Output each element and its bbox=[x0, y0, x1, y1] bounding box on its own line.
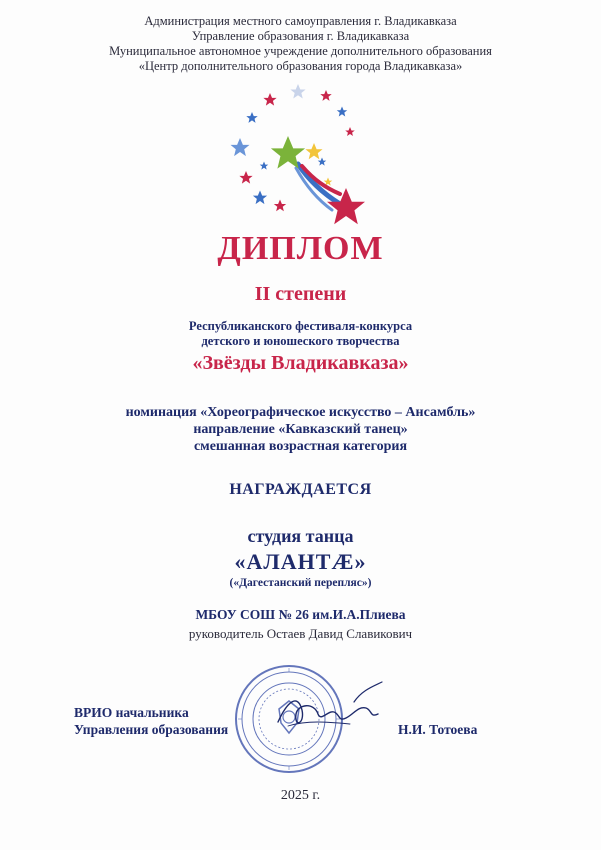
diploma-title: ДИПЛОМ bbox=[217, 230, 384, 267]
signatory-position bbox=[74, 704, 228, 738]
studio-label: студия танца bbox=[247, 526, 354, 546]
festival-line-2: детского и юношеского творчества bbox=[201, 334, 400, 348]
issue-year: 2025 г. bbox=[280, 788, 321, 803]
festival-name: «Звёзды Владикавказа» bbox=[192, 352, 409, 374]
school-name: МБОУ СОШ № 26 им.И.А.Плиева bbox=[195, 607, 406, 622]
header-line-4: «Центр дополнительного образования города Владикавказа» bbox=[138, 59, 463, 73]
nomination-line-2: направление «Кавказский танец» bbox=[193, 422, 408, 437]
header-line-2: Управление образования г. Владикавказа bbox=[191, 29, 410, 43]
diploma-degree: II степени bbox=[254, 283, 347, 305]
awarded-label: НАГРАЖДАЕТСЯ bbox=[229, 481, 372, 498]
handwritten-signature bbox=[258, 680, 398, 740]
position-line-2: Управления образования bbox=[74, 722, 229, 737]
festival-line-1: Республиканского фестиваля-конкурса bbox=[188, 319, 413, 333]
header-line-1: Администрация местного самоуправления г. Владикавказа bbox=[144, 14, 457, 28]
studio-piece: («Дагестанский перепляс») bbox=[229, 577, 372, 589]
studio-name: «АЛАНТÆ» bbox=[234, 549, 367, 574]
festival-description bbox=[0, 319, 601, 349]
nomination-line-3: смешанная возрастная категория bbox=[193, 439, 408, 454]
nomination-block bbox=[0, 404, 601, 455]
leader-name: руководитель Остаев Давид Славикович bbox=[188, 626, 413, 641]
header-line-3: Муниципальное автономное учреждение дополнительного образования bbox=[109, 44, 492, 58]
nomination-line-1: номинация «Хореографическое искусство – Ансамбль» bbox=[125, 405, 476, 420]
signatory-name: Н.И. Тотоева bbox=[398, 722, 478, 737]
position-line-1: ВРИО начальника bbox=[74, 705, 189, 720]
issuer-header bbox=[0, 14, 601, 74]
stars-circle-logo bbox=[228, 82, 368, 232]
